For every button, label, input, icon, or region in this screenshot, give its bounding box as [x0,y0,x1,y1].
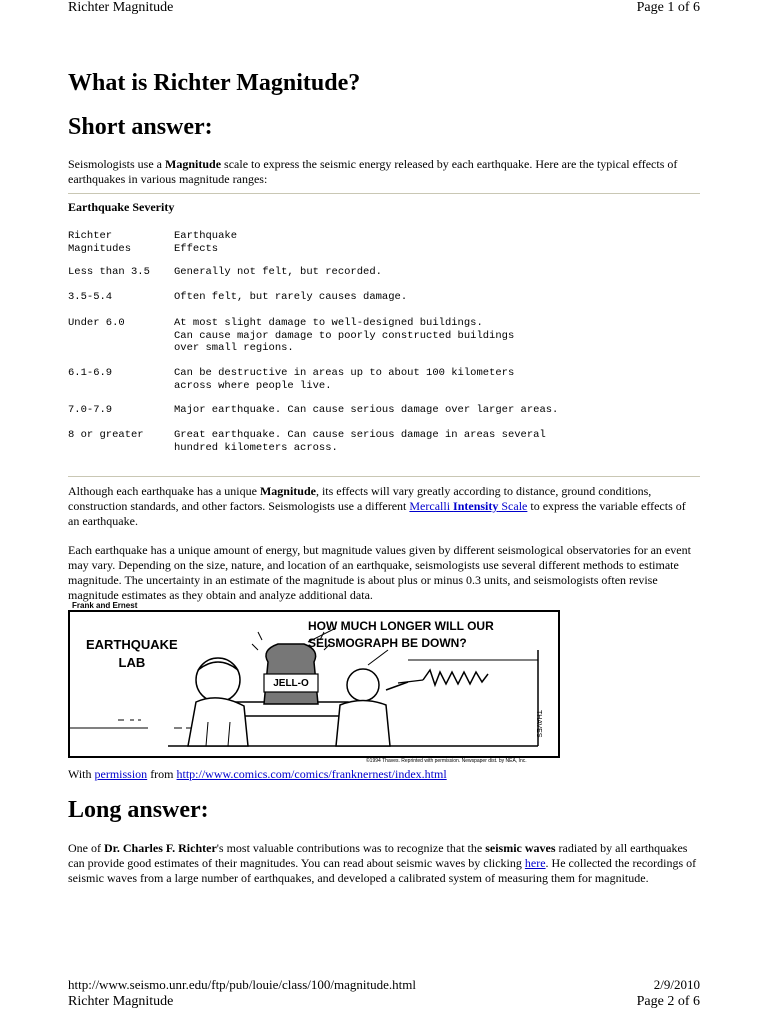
mercalli-scale-link[interactable]: Mercalli Intensity Scale [409,499,528,513]
permission-link[interactable]: permission [94,767,148,781]
comic-strip-name: Frank and Ernest [72,601,138,610]
comic-copyright: ©1994 Thaves. Reprinted with permission. Newspaper dist. by NEA, Inc. [366,758,527,764]
table-row-magnitude: 8 or greater [68,429,144,441]
uncertainty-paragraph: Each earthquake has a unique amount of energy, but magnitude values given by different seismological observatories for an event may vary. Depending on the size, nature, and location of an earthquake, seismologists use several different methods to estimate magnitude. The uncertainty in an estimate of the magnitude is about plus or minus 0.3 units, and seismologists often revise magnitude estimates as they obtain and analyze additional data. [68,543,691,602]
table-row-effects: At most slight damage to well-designed buildings. Can cause major damage to poorly constructed buildings over small regions. [174,317,515,354]
seismic-waves-link[interactable]: here [524,856,546,870]
long-answer-heading: Long answer: [68,797,209,823]
footer-date: 2/9/2010 [653,977,700,992]
comic-lab-sign: EARTHQUAKE LAB [86,637,178,670]
comics-url-link[interactable]: http://www.comics.com/comics/franknernest/index.html [176,767,447,781]
comic-signature: THAVES [535,710,542,738]
table-row-magnitude: Less than 3.5 [68,266,150,278]
table-row-effects: Major earthquake. Can cause serious damage over larger areas. [174,404,559,416]
table-row-effects: Often felt, but rarely causes damage. [174,291,408,303]
table-header-magnitudes: Richter Magnitudes [68,230,132,255]
page-header-title: Richter Magnitude [68,0,174,15]
table-row-magnitude: 6.1-6.9 [68,367,113,379]
comic-credit: With permission from http://www.comics.com/comics/franknernest/index.html [68,767,447,781]
table-row-magnitude: 3.5-5.4 [68,291,113,303]
divider [68,476,700,477]
comic-jar-label: JELL-O [273,678,309,689]
page-number: Page 1 of 6 [636,0,700,15]
page-title: What is Richter Magnitude? [68,70,361,96]
footer-url: http://www.seismo.unr.edu/ftp/pub/louie/class/100/magnitude.html [68,977,416,992]
table-header-effects: Earthquake Effects [174,230,238,255]
richter-paragraph: One of Dr. Charles F. Richter's most valuable contributions was to recognize that the seismic waves radiated by all earthquakes can provide good estimates of their magnitudes. You can read about seismic waves by clicking here. He collected the recordings of seismic waves from a large number of earthquakes, and developed a calibrated system of measuring them for magnitude. [68,841,697,885]
table-row-magnitude: Under 6.0 [68,317,125,329]
severity-heading: Earthquake Severity [68,200,175,214]
short-answer-heading: Short answer: [68,114,213,140]
comic-speech-bubble: HOW MUCH LONGER WILL OUR SEISMOGRAPH BE DOWN? [308,619,494,650]
table-row-effects: Can be destructive in areas up to about 100 kilometers across where people live. [174,367,515,392]
intro-paragraph: Seismologists use a Magnitude scale to express the seismic energy released by each earthquake. Here are the typical effects of earthquakes in various magnitude ranges: [68,157,678,186]
comic-strip-image [68,610,560,758]
divider [68,193,700,194]
table-row-effects: Great earthquake. Can cause serious damage in areas several hundred kilometers across. [174,429,546,454]
footer-title: Richter Magnitude [68,994,174,1009]
table-row-effects: Generally not felt, but recorded. [174,266,382,278]
table-row-magnitude: 7.0-7.9 [68,404,113,416]
variation-paragraph: Although each earthquake has a unique Magnitude, its effects will vary greatly according to distance, ground conditions, construction standards, and other factors. Seismologists use a different Mercalli Intensity Scale to express the variable effects of an earthquake. [68,484,686,528]
footer-page-number: Page 2 of 6 [636,994,700,1009]
